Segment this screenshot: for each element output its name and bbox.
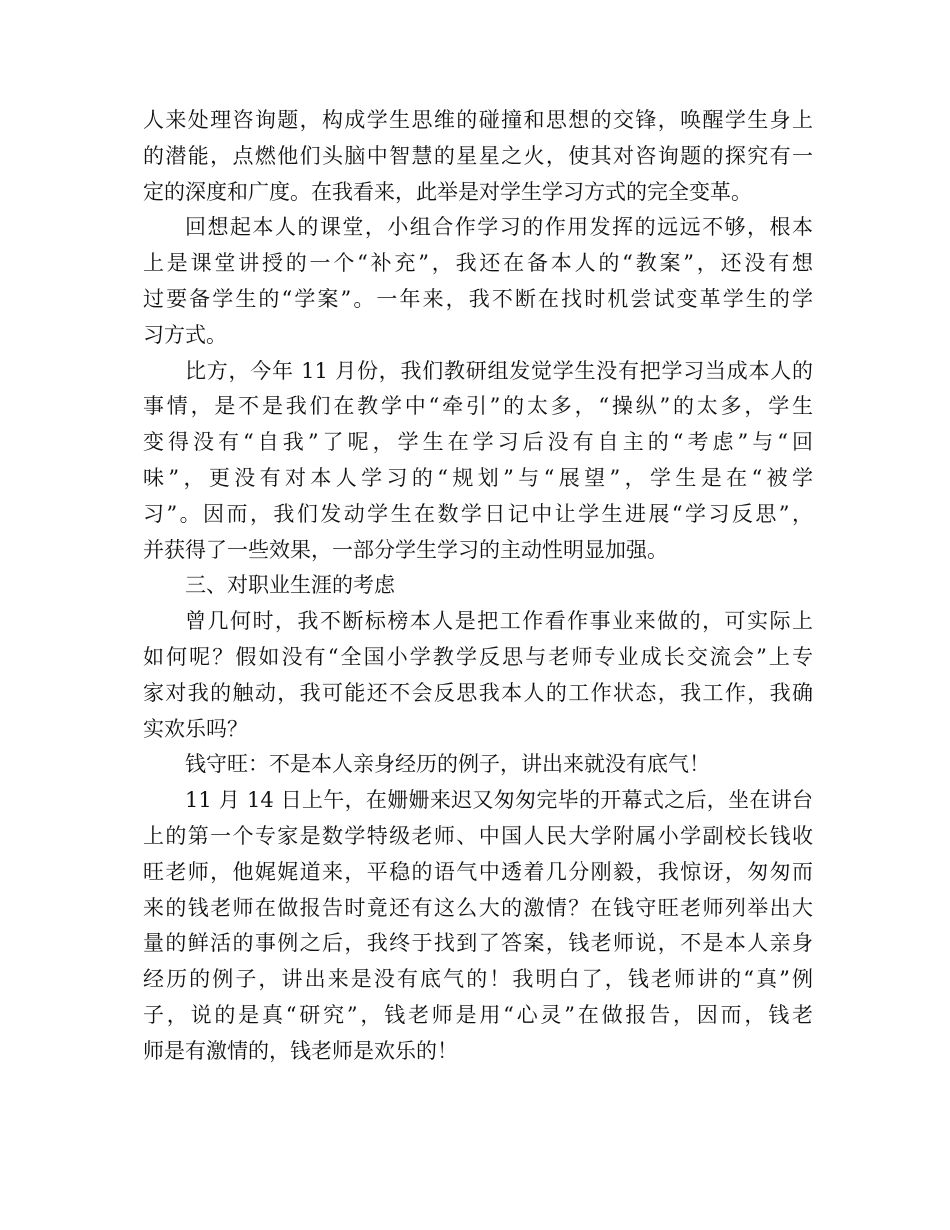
text-line: 习”。因而，我们发动学生在数学日记中让学生进展“学习反思”， — [143, 501, 813, 526]
text-line: 来的钱老师在做报告时竟还有这么大的激情？在钱守旺老师列举出大 — [143, 895, 813, 920]
text-line: 比方，今年 11 月份，我们教研组发觉学生没有把学习当成本人的 — [185, 358, 813, 383]
subheading-quote: 钱守旺：不是本人亲身经历的例子，讲出来就没有底气！ — [185, 752, 710, 777]
text-line: 的潜能，点燃他们头脑中智慧的星星之火，使其对咨询题的探究有一 — [143, 143, 813, 168]
document-body — [143, 103, 813, 1070]
text-line: 如何呢？假如没有“全国小学教学反思与老师专业成长交流会”上专 — [143, 644, 813, 669]
text-line: 定的深度和广度。在我看来，此举是对学生学习方式的完全变革。 — [143, 179, 752, 204]
text-line: 子，说的是真“研究”，钱老师是用“心灵”在做报告，因而，钱老 — [143, 1002, 813, 1027]
text-line: 回想起本人的课堂，小组合作学习的作用发挥的远远不够，根本 — [185, 215, 813, 240]
text-line: 曾几何时，我不断标榜本人是把工作看作事业来做的，可实际上 — [185, 609, 813, 634]
text-line: 并获得了一些效果，一部分学生学习的主动性明显加强。 — [143, 537, 668, 562]
text-line: 上的第一个专家是数学特级老师、中国人民大学附属小学副校长钱收 — [143, 823, 813, 848]
text-line: 实欢乐吗？ — [143, 716, 248, 741]
text-line: 旺老师，他娓娓道来，平稳的语气中透着几分刚毅，我惊讶，匆匆而 — [143, 859, 813, 884]
section-heading: 三、对职业生涯的考虑 — [185, 573, 395, 598]
text-line: 11 月 14 日上午，在姗姗来迟又匆匆完毕的开幕式之后，坐在讲台 — [185, 788, 813, 813]
text-line: 上是课堂讲授的一个“补充”，我还在备本人的“教案”，还没有想 — [143, 251, 813, 276]
text-line: 习方式。 — [143, 322, 227, 347]
text-line: 量的鲜活的事例之后，我终于找到了答案，钱老师说，不是本人亲身 — [143, 931, 813, 956]
text-line: 味”，更没有对本人学习的“规划”与“展望”，学生是在“被学 — [143, 465, 813, 490]
text-line: 人来处理咨询题，构成学生思维的碰撞和思想的交锋，唤醒学生身上 — [143, 108, 813, 132]
text-line: 家对我的触动，我可能还不会反思我本人的工作状态，我工作，我确 — [143, 680, 813, 705]
text-line: 经历的例子，讲出来是没有底气的！我明白了，钱老师讲的“真”例 — [143, 967, 813, 992]
text-line: 过要备学生的“学案”。一年来，我不断在找时机尝试变革学生的学 — [143, 286, 813, 311]
text-line: 事情，是不是我们在教学中“牵引”的太多，“操纵”的太多，学生 — [143, 394, 813, 419]
text-line: 师是有激情的，钱老师是欢乐的！ — [143, 1038, 458, 1063]
text-line: 变得没有“自我”了呢，学生在学习后没有自主的“考虑”与“回 — [143, 430, 813, 455]
